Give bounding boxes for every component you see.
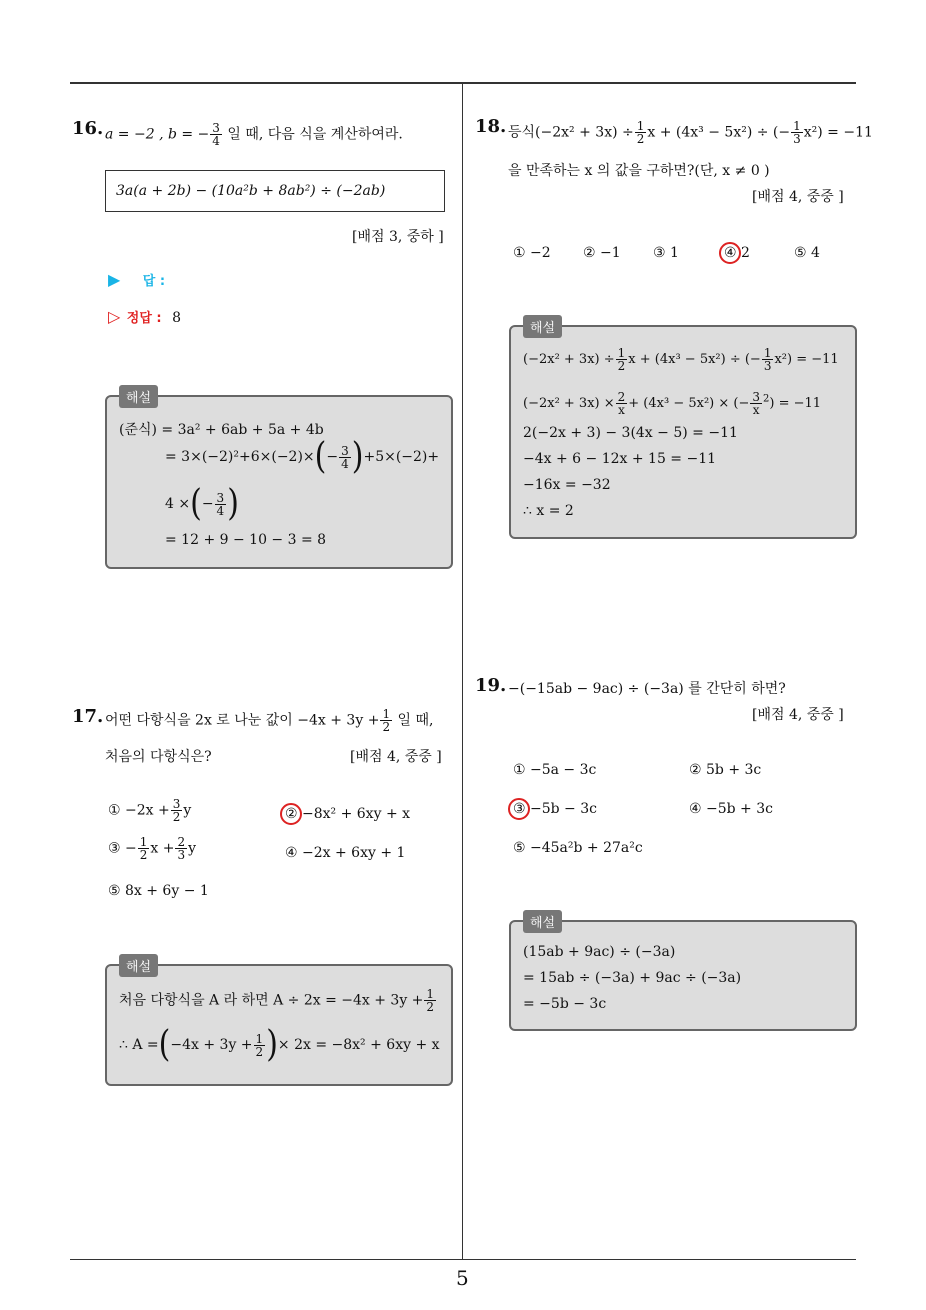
answer-label: 답 : <box>142 274 166 289</box>
question-19-number: 19. <box>475 675 507 696</box>
q17-choice-5[interactable]: ⑤ 8x + 6y − 1 <box>108 883 209 899</box>
sol18-line5: −16x = −32 <box>523 477 611 493</box>
question-18-stem-line2: 을 만족하는 x 의 값을 구하면?(단, x ≠ 0 ) <box>508 163 770 179</box>
column-divider <box>462 84 463 1260</box>
correct-label: 정답 : <box>126 311 162 326</box>
q17-choice-2[interactable]: ② −8x² + 6xy + x <box>285 806 411 822</box>
solution-tag: 해설 <box>523 315 562 338</box>
question-17-number: 17. <box>72 706 104 727</box>
sol18-line2: (−2x² + 3x) × $\frac{2}{x}$ + (4x³ − 5x²) × (− $\frac{3}{x}$ $^2$) = −11 <box>523 390 822 417</box>
question-17-score: [배점 4, 중중 ] <box>350 749 442 765</box>
solution-tag: 해설 <box>119 954 158 977</box>
sol16-line3: 4 ×(− $\frac{3}{4}$ ) <box>165 482 239 525</box>
sol18-line1: (−2x² + 3x) ÷ $\frac{1}{2}$ x + (4x³ − 5x²) ÷ (− $\frac{1}{3}$ x²) = −11 <box>523 346 839 373</box>
q18-choice-4[interactable]: ④ 2 <box>724 245 750 261</box>
sol16-line1: (준식) = 3a² + 6ab + 5a + 4b <box>119 422 324 438</box>
question-18-solution <box>509 321 857 539</box>
question-17-stem: 어떤 다항식을 2x 로 나눈 값이 −4x + 3y + $\frac{1}{2}$ 일 때, <box>105 707 434 734</box>
top-rule <box>70 82 856 84</box>
solution-tag: 해설 <box>523 910 562 933</box>
q17-selected-mark-icon <box>280 803 302 825</box>
solution-tag: 해설 <box>119 385 158 408</box>
sol18-line3: 2(−2x + 3) − 3(4x − 5) = −11 <box>523 425 738 441</box>
q19-choice-1[interactable]: ① −5a − 3c <box>513 762 597 778</box>
q19-choice-4[interactable]: ④ −5b + 3c <box>689 801 773 817</box>
q19-choice-5[interactable]: ⑤ −45a²b + 27a²c <box>513 840 643 856</box>
sol19-line1: (15ab + 9ac) ÷ (−3a) <box>523 944 676 960</box>
sol18-line6: ∴ x = 2 <box>523 503 574 519</box>
question-16-solution <box>105 391 453 569</box>
correct-answer-row <box>108 307 181 326</box>
q19-choice-2[interactable]: ② 5b + 3c <box>689 762 762 778</box>
sol18-line4: −4x + 6 − 12x + 15 = −11 <box>523 451 717 467</box>
q17-choice-3[interactable]: ③ − $\frac{1}{2}$ x + $\frac{2}{3}$ y <box>108 835 197 862</box>
sol16-line4: = 12 + 9 − 10 − 3 = 8 <box>165 532 327 548</box>
question-16-number: 16. <box>72 118 104 139</box>
answer-arrow-icon: ▶ <box>108 270 121 289</box>
sol19-line3: = −5b − 3c <box>523 996 607 1012</box>
question-17-stem-line2: 처음의 다항식은? <box>105 749 212 765</box>
q18-choice-1[interactable]: ① −2 <box>513 245 551 261</box>
q18-choice-5[interactable]: ⑤ 4 <box>794 245 820 261</box>
sol17-line1: 처음 다항식을 A 라 하면 A ÷ 2x = −4x + 3y + $\frac{1}{2}$ <box>119 987 435 1014</box>
q18-selected-mark-icon <box>719 242 741 264</box>
question-19-stem: −(−15ab − 9ac) ÷ (−3a) 를 간단히 하면? <box>508 681 786 697</box>
question-16-score: [배점 3, 중하 ] <box>352 229 444 245</box>
page-number: 5 <box>456 1266 469 1290</box>
sol16-line2: = 3×(−2)²+6×(−2)×(− $\frac{3}{4}$ )+5×(−2)+ <box>165 435 440 478</box>
q18-choice-3[interactable]: ③ 1 <box>653 245 679 261</box>
correct-arrow-icon: ▷ <box>108 307 121 326</box>
question-18-number: 18. <box>475 116 507 137</box>
bottom-rule <box>70 1259 856 1260</box>
question-16-expression-box: 3a(a + 2b) − (10a²b + 8ab²) ÷ (−2ab) <box>105 170 445 212</box>
q17-choice-4[interactable]: ④ −2x + 6xy + 1 <box>285 845 406 861</box>
q19-choice-3[interactable]: ③ −5b − 3c <box>513 801 597 817</box>
sol17-line2: ∴ A =(−4x + 3y + $\frac{1}{2}$ )× 2x = −8x² + 6xy + x <box>119 1023 440 1066</box>
q19-selected-mark-icon <box>508 798 530 820</box>
question-18-stem: 등식(−2x² + 3x) ÷ $\frac{1}{2}$ x + (4x³ − 5x²) ÷ (− $\frac{1}{3}$ x²) = −11 <box>508 119 873 146</box>
correct-value: 8 <box>172 310 181 326</box>
question-19-solution <box>509 916 857 1031</box>
answer-row <box>108 270 165 289</box>
question-19-score: [배점 4, 중중 ] <box>752 707 844 723</box>
question-17-solution <box>105 960 453 1086</box>
q18-choice-2[interactable]: ② −1 <box>583 245 621 261</box>
q17-choice-1[interactable]: ① −2x + $\frac{3}{2}$ y <box>108 797 192 824</box>
question-18-score: [배점 4, 중중 ] <box>752 189 844 205</box>
question-16-stem: a = −2 , b = − $\frac{3}{4}$ 일 때, 다음 식을 계산하여라. <box>105 121 403 148</box>
sol19-line2: = 15ab ÷ (−3a) + 9ac ÷ (−3a) <box>523 970 742 986</box>
